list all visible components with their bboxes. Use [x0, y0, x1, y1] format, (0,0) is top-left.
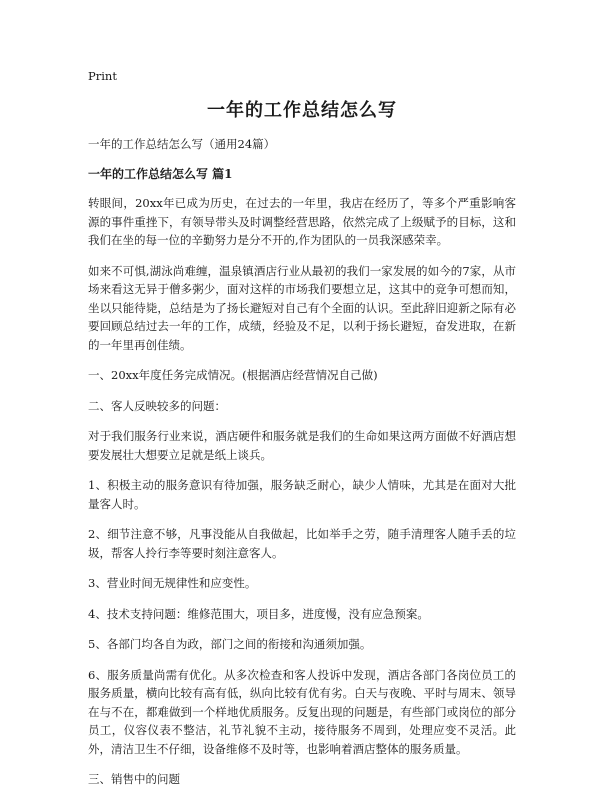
print-label: Print [88, 69, 117, 83]
paragraph-customer-issues-heading: 二、客人反映较多的问题： [88, 398, 226, 413]
paragraph-issue-5: 5、各部门均各自为政，部门之间的衔接和沟通须加强。 [88, 637, 372, 651]
paragraph-service-importance: 对于我们服务行业来说，酒店硬件和服务就是我们的生命如果这两方面做不好酒店想要发展壮大想要立足就是纸上谈兵。 [88, 429, 516, 462]
paragraph-issue-6: 6、服务质量尚需有优化。从多次检查和客人投诉中发现，酒店各部门各岗位员工的服务质量，横向比较有高有低，纵向比较有优有劣。白天与夜晚、平时与周末、领导在与不在，都难做到一个样地优质服务。反复出现的问题是，有些部门或岗位的部分员工，仪容仪表不整洁，礼节礼貌不主动，接待服务不周到，处理应变不灵活。此外，清洁卫生不仔细，设备维修不及时等，也影响着酒店整体的服务质量。 [88, 667, 516, 756]
paragraph-sales-issues-heading: 三、销售中的问题 [88, 772, 180, 786]
paragraph-issue-1: 1、积极主动的服务意识有待加强，服务缺乏耐心，缺少人情味，尤其是在面对大批量客人时。 [88, 478, 516, 511]
document-subtitle: 一年的工作总结怎么写（通用24篇） [88, 137, 276, 151]
paragraph-task-completion: 一、20xx年度任务完成情况。(根据酒店经营情况自己做) [88, 368, 378, 382]
paragraph-issue-2: 2、细节注意不够，凡事没能从自我做起，比如举手之劳，随手清理客人随手丢的垃圾，帮客人拎行李等要时刻注意客人。 [88, 527, 516, 560]
page-title: 一年的工作总结怎么写 [207, 100, 397, 121]
paragraph-issue-3: 3、营业时间无规律性和应变性。 [88, 576, 257, 590]
paragraph-intro: 转眼间，20xx年已成为历史，在过去的一年里，我店在经历了，等多个严重影响客源的事件重挫下，有领导带头及时调整经营思路，依然完成了上级赋予的目标，这和我们在坐的每一位的辛勤努力是分不开的,作为团队的一员我深感荣幸。 [88, 196, 516, 247]
section-heading: 一年的工作总结怎么写 篇1 [88, 167, 233, 181]
paragraph-market: 如来不可惧,湖泳尚难缠，温泉镇酒店行业从最初的我们一家发展的如今的7家，从市场来看这无异于僧多粥少，面对这样的市场我们要想立足，这其中的竞争可想而知，坐以只能待毙，总结是为了扬长避短对自己有个全面的认识。至此辞旧迎新之际有必要回顾总结过去一年的工作，成绩，经验及不足，以利于扬长避短，奋发进取，在新的一年里再创佳绩。 [88, 263, 516, 352]
document-page [88, 68, 516, 801]
paragraph-issue-4: 4、技术支持问题：维修范围大，项目多，进度慢，没有应急预案。 [88, 606, 429, 621]
